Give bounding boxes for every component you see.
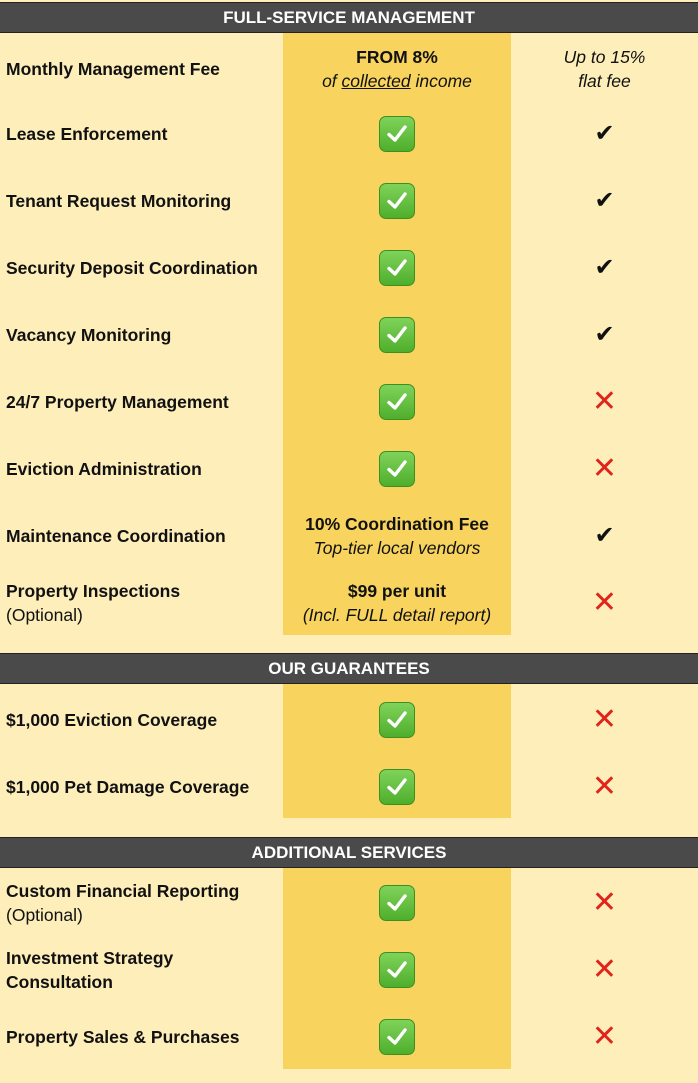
row-sublabel: (Optional) xyxy=(6,904,83,925)
section-header-additional: ADDITIONAL SERVICES xyxy=(0,837,698,868)
row-eviction-admin xyxy=(0,435,698,502)
row-24-7-management xyxy=(0,368,698,435)
row-label: Security Deposit Coordination xyxy=(6,257,258,278)
row-investment-strategy xyxy=(0,936,698,1003)
cross-icon: ✕ xyxy=(591,885,618,919)
competitor-fee: Up to 15% xyxy=(563,46,646,67)
row-label: 24/7 Property Management xyxy=(6,391,229,412)
row-inspections xyxy=(0,569,698,636)
row-label: Custom Financial Reporting xyxy=(6,880,240,901)
cross-icon: ✕ xyxy=(591,1019,618,1053)
included-check-icon xyxy=(379,250,415,286)
row-label: Tenant Request Monitoring xyxy=(6,190,232,211)
included-check-icon xyxy=(379,1019,415,1055)
row-label: Maintenance Coordination xyxy=(6,525,226,546)
row-label: Eviction Administration xyxy=(6,458,202,479)
row-financial-reporting xyxy=(0,869,698,936)
row-pet-damage-coverage xyxy=(0,753,698,820)
fee-detail: of collected income xyxy=(322,70,472,91)
row-lease-enforcement xyxy=(0,100,698,167)
row-label: Lease Enforcement xyxy=(6,123,168,144)
section-header-guarantees: OUR GUARANTEES xyxy=(0,653,698,684)
check-icon: ✔ xyxy=(594,119,615,147)
row-security-deposit xyxy=(0,234,698,301)
row-label: Investment Strategy xyxy=(6,947,174,968)
maintenance-fee: 10% Coordination Fee xyxy=(305,513,489,534)
row-label: $1,000 Pet Damage Coverage xyxy=(6,776,250,797)
included-check-icon xyxy=(379,451,415,487)
section-header-full-service: FULL-SERVICE MANAGEMENT xyxy=(0,2,698,33)
included-check-icon xyxy=(379,384,415,420)
check-icon: ✔ xyxy=(594,521,615,549)
row-property-sales xyxy=(0,1003,698,1070)
row-vacancy xyxy=(0,301,698,368)
cross-icon: ✕ xyxy=(591,702,618,736)
maintenance-detail: Top-tier local vendors xyxy=(313,537,481,558)
included-check-icon xyxy=(379,702,415,738)
row-label: Vacancy Monitoring xyxy=(6,324,172,345)
check-icon: ✔ xyxy=(594,253,615,281)
cross-icon: ✕ xyxy=(591,384,618,418)
fee-value: FROM 8% xyxy=(356,46,438,67)
check-icon: ✔ xyxy=(594,186,615,214)
competitor-fee-detail: flat fee xyxy=(578,70,631,91)
row-tenant-request xyxy=(0,167,698,234)
row-eviction-coverage xyxy=(0,686,698,753)
check-icon: ✔ xyxy=(594,320,615,348)
cross-icon: ✕ xyxy=(591,952,618,986)
inspection-detail: (Incl. FULL detail report) xyxy=(302,604,492,625)
cross-icon: ✕ xyxy=(591,451,618,485)
included-check-icon xyxy=(379,769,415,805)
inspection-price: $99 per unit xyxy=(347,580,447,601)
row-sublabel: (Optional) xyxy=(6,604,83,625)
row-label: Monthly Management Fee xyxy=(6,58,220,79)
included-check-icon xyxy=(379,183,415,219)
row-label: Property Inspections xyxy=(6,580,181,601)
included-check-icon xyxy=(379,885,415,921)
row-label: $1,000 Eviction Coverage xyxy=(6,709,218,730)
row-label: Property Sales & Purchases xyxy=(6,1026,240,1047)
row-monthly-fee xyxy=(0,35,698,102)
cross-icon: ✕ xyxy=(591,585,618,619)
cross-icon: ✕ xyxy=(591,769,618,803)
included-check-icon xyxy=(379,317,415,353)
included-check-icon xyxy=(379,116,415,152)
included-check-icon xyxy=(379,952,415,988)
row-maintenance xyxy=(0,502,698,569)
row-label-line2: Consultation xyxy=(6,971,113,992)
